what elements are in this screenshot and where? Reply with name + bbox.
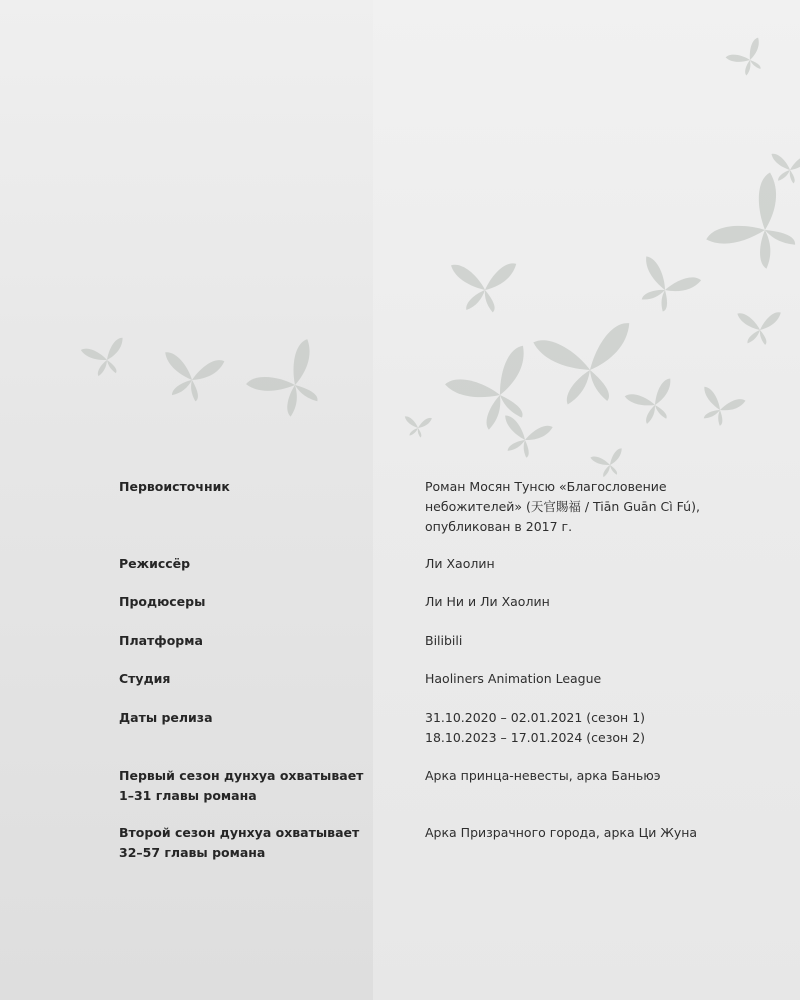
row-label: Студия (119, 671, 171, 686)
row-value: Роман Мосян Тунсю «Благословение небожителей» (天官賜福 / Tiān Guān Cì Fú), опубликован в 2017 г. (425, 479, 700, 534)
row-label: Второй сезон дунхуа охватывает 32–57 главы романа (119, 825, 360, 860)
row-value: 31.10.2020 – 02.01.2021 (сезон 1) 18.10.2023 – 17.01.2024 (сезон 2) (425, 710, 646, 745)
row-value: Арка принца-невесты, арка Баньюэ (425, 768, 661, 783)
row-label: Первоисточник (119, 479, 230, 494)
row-label: Режиссёр (119, 556, 191, 571)
row-value: Bilibili (425, 633, 463, 648)
row-value: Ли Хаолин (425, 556, 495, 571)
row-label: Продюсеры (119, 594, 206, 609)
row-value: Арка Призрачного города, арка Ци Жуна (425, 825, 698, 840)
row-value: Haoliners Animation League (425, 671, 602, 686)
row-label: Платформа (119, 633, 203, 648)
row-value: Ли Ни и Ли Хаолин (425, 594, 550, 609)
row-label: Даты релиза (119, 710, 213, 725)
row-label: Первый сезон дунхуа охватывает 1–31 главы романа (119, 768, 364, 803)
